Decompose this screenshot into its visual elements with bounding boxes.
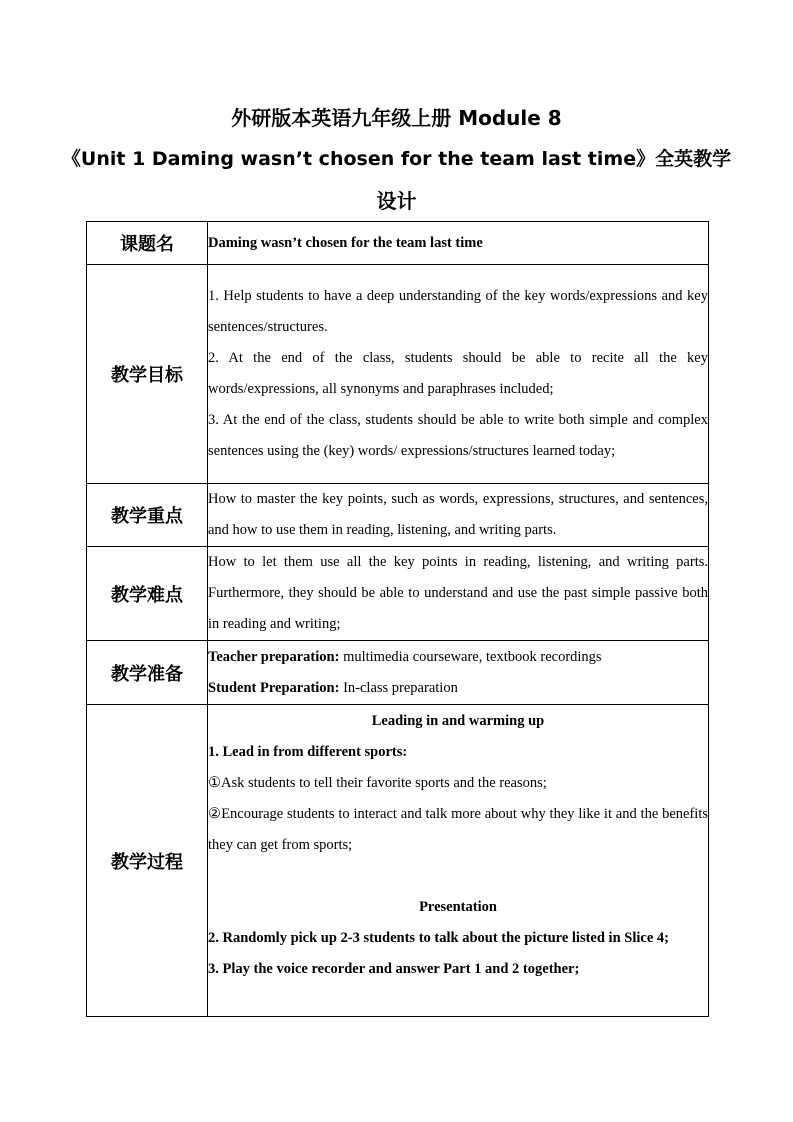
- key-points-text: How to master the key points, such as words, expressions, structures, and sentences, and how to use them in reading, listening, and writing parts.: [208, 491, 708, 538]
- process-step: 2. Randomly pick up 2-3 students to talk about the picture listed in Slice 4;: [208, 930, 669, 946]
- preparation-row: [87, 641, 709, 705]
- difficulties-label: 教学难点: [87, 547, 208, 641]
- topic-value: Daming wasn’t chosen for the team last time: [208, 222, 709, 265]
- process-substep: ②Encourage students to interact and talk more about why they like it and the benefits they can get from sports;: [208, 806, 708, 853]
- difficulties-row: [87, 547, 709, 641]
- document-title-line-1: 外研版本英语九年级上册 Module 8: [231, 106, 562, 130]
- process-substep: ①Ask students to tell their favorite sports and the reasons;: [208, 775, 547, 791]
- section-heading: Presentation: [419, 899, 497, 915]
- difficulties-content: [208, 547, 709, 641]
- preparation-label: 教学准备: [87, 641, 208, 705]
- teacher-preparation-label: Teacher preparation:: [208, 648, 340, 665]
- student-preparation-label: Student Preparation:: [208, 679, 340, 696]
- section-heading: Leading in and warming up: [371, 713, 545, 729]
- key-points-content: [208, 484, 709, 547]
- process-row: [87, 705, 709, 1017]
- objectives-content: [208, 265, 709, 484]
- student-preparation-value: In-class preparation: [339, 679, 458, 696]
- process-step: 1. Lead in from different sports:: [208, 744, 408, 760]
- teacher-preparation-value: multimedia courseware, textbook recordings: [339, 648, 602, 665]
- process-step: 3. Play the voice recorder and answer Part 1 and 2 together;: [208, 961, 580, 977]
- key-points-label: 教学重点: [87, 484, 208, 547]
- difficulties-text: How to let them use all the key points in reading, listening, and writing parts. Furthermore, they should be able to understand and use the past simple passive both in reading and writing;: [208, 554, 708, 632]
- process-label: 教学过程: [87, 705, 208, 1017]
- objective-item: 1. Help students to have a deep understanding of the key words/expressions and key sentences/structures.: [208, 288, 708, 335]
- objectives-label: 教学目标: [87, 265, 208, 484]
- preparation-content: [208, 641, 709, 705]
- document-title-line-3: 设计: [376, 189, 417, 213]
- key-points-row: [87, 484, 709, 547]
- process-content: [208, 705, 709, 1017]
- topic-row: [87, 222, 709, 265]
- blank-line: [208, 861, 708, 892]
- objectives-row: [87, 265, 709, 484]
- objective-item: 3. At the end of the class, students should be able to write both simple and complex sentences using the (key) words/ expressions/structures learned today;: [208, 412, 708, 459]
- lesson-plan-table: [86, 221, 709, 1017]
- objective-item: 2. At the end of the class, students should be able to recite all the key words/expressions, all synonyms and paraphrases included;: [208, 350, 708, 397]
- document-title-line-2: 《Unit 1 Daming wasn’t chosen for the team last time》全英教学: [61, 148, 732, 170]
- topic-label: 课题名: [87, 222, 208, 265]
- teacher-preparation: [208, 642, 708, 673]
- student-preparation: [208, 673, 708, 704]
